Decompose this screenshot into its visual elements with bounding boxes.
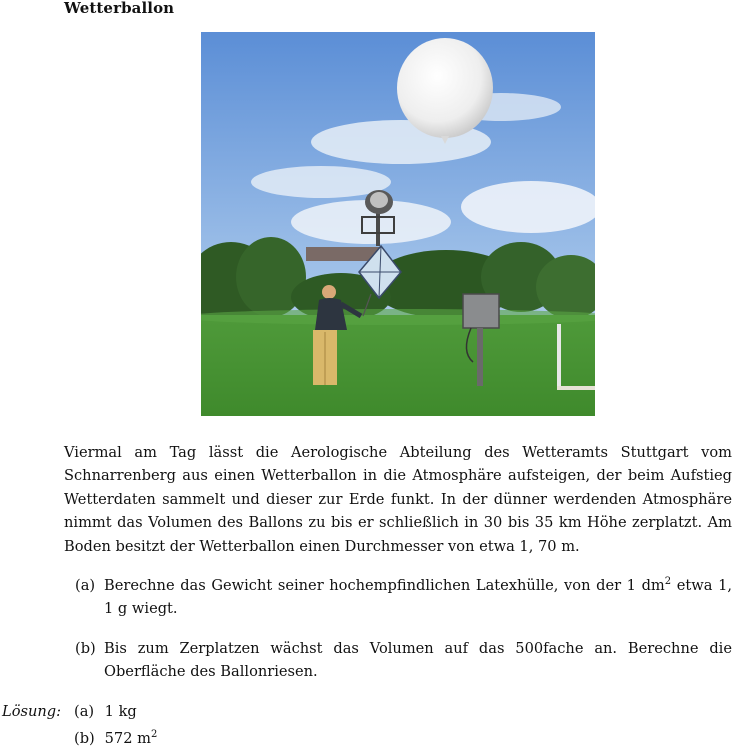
task-a-text xyxy=(104,574,732,621)
solution-b-value: 572 m xyxy=(104,730,151,747)
solution-label: Lösung: xyxy=(2,703,62,720)
task-b-text: Bis zum Zerplatzen wächst das Volumen auf das 500fache an. Berechne die Oberfläche des Ballonriesen. xyxy=(104,640,732,681)
task-b-label: (b) xyxy=(75,640,96,657)
solution-a xyxy=(74,703,137,720)
task-description: Viermal am Tag lässt die Aerologische Abteilung des Wetteramts Stuttgart vom Schnarrenberg aus einen Wetterballon in die Atmosphäre aufsteigen, der beim Aufstieg Wetterdaten sammelt und dieser zur Erde funkt. In der dünner werdenden Atmosphäre nimmt das Volumen des Ballons zu bis er schließlich in 30 bis 35 km Höhe zerplatzt. Am Boden besitzt der Wetterballon einen Durchmesser von etwa 1, 70 m. xyxy=(64,444,732,555)
solution-a-label: (a) xyxy=(74,703,95,720)
task-a-superscript: 2 xyxy=(664,576,672,587)
solution-b-label: (b) xyxy=(74,730,95,747)
balloon-shape xyxy=(397,38,493,138)
solution-b-superscript: 2 xyxy=(150,729,158,740)
photo-illustration xyxy=(201,32,595,416)
task-a-text-before: Berechne das Gewicht seiner hochempfindlichen Latexhülle, von der 1 dm xyxy=(104,577,665,594)
weather-balloon-photo xyxy=(201,32,595,416)
solution-a-value: 1 kg xyxy=(104,703,137,720)
solution-b xyxy=(74,730,157,747)
task-a-text-after: etwa 1, 1 g wiegt. xyxy=(104,577,732,618)
task-a-label: (a) xyxy=(75,577,96,594)
page-title: Wetterballon xyxy=(64,0,175,17)
